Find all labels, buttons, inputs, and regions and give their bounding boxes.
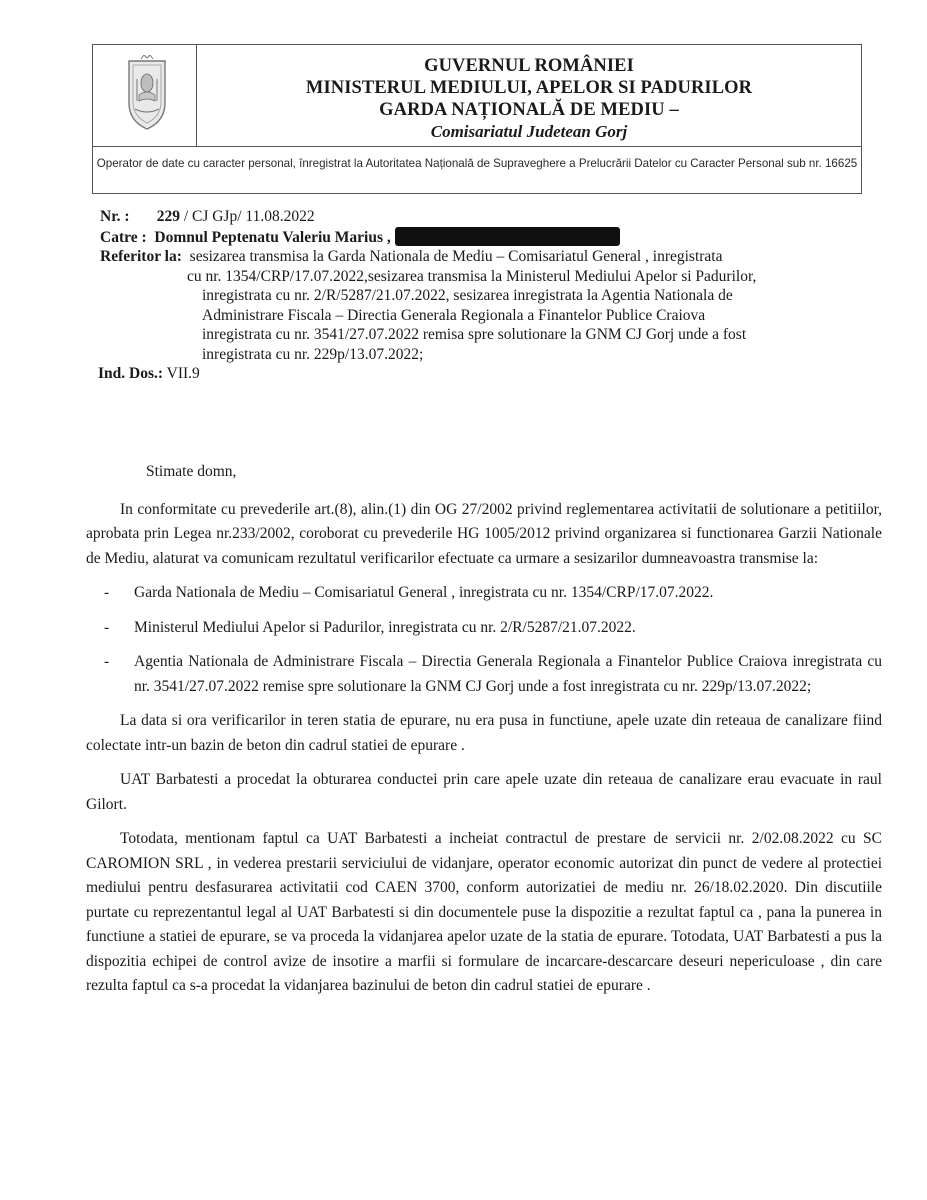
nr-suffix: / CJ GJp/ 11.08.2022 — [179, 208, 315, 225]
ind-dos-label: Ind. Dos.: — [98, 365, 164, 382]
recipient-name: Domnul Peptenatu Valeriu Marius , — [154, 228, 391, 246]
list-item-text: Ministerul Mediului Apelor si Padurilor, inregistrata cu nr. 2/R/5287/21.07.2022. — [134, 618, 636, 636]
agency-name: GARDA NAȚIONALĂ DE MEDIU – — [379, 100, 679, 120]
paragraph-inspection-findings: La data si ora verificarilor in teren statia de epurare, nu era pusa in functiune, apele uzate din reteaua de canalizare fiind colectate intr-un bazin de beton din cadrul statiei de epurare . — [86, 712, 882, 754]
bullet-dash: - — [104, 653, 110, 670]
referitor-line: Administrare Fiscala – Directia Generala Regionala a Finantelor Publice Craiova — [202, 306, 706, 324]
referitor-row — [100, 247, 880, 267]
file-index-row — [98, 364, 880, 384]
list-item-text: Garda Nationala de Mediu – Comisariatul General , inregistrata cu nr. 1354/CRP/17.07.2022. — [134, 584, 714, 601]
county-coat-of-arms-icon — [125, 55, 169, 135]
reference-block — [100, 207, 880, 384]
ministry-name: MINISTERUL MEDIULUI, APELOR SI PADURILOR — [305, 78, 753, 98]
government-name: GUVERNUL ROMÂNIEI — [424, 56, 634, 76]
salutation: Stimate domn, — [146, 463, 237, 480]
letter-body — [86, 460, 882, 1009]
list-item — [86, 650, 882, 699]
list-item — [86, 581, 882, 606]
referitor-line: sesizarea transmisa la Garda Nationala de Mediu – Comisariatul General , inregistrata — [189, 248, 723, 265]
referitor-line: inregistrata cu nr. 229p/13.07.2022; — [202, 345, 424, 363]
list-item — [86, 616, 882, 641]
paragraph-pipe-blocking: UAT Barbatesti a procedat la obturarea conductei prin care apele uzate din reteaua de canalizare erau evacuate in raul Gilort. — [86, 771, 882, 813]
referitor-label: Referitor la: — [100, 248, 182, 265]
paragraph-legal-basis: In conformitate cu prevederile art.(8), alin.(1) din OG 27/2002 privind reglementarea activitatii de solutionare a petitiilor, aprobata prin Legea nr.233/2002, coroborat cu prevederile HG 1005/2012 privind organizarea si functionarea Garzii Nationale de Mediu, alaturat va comunicam rezultatul verificarilor efectuate ca urmare a sesizarilor dumneavoastra transmise la: — [86, 500, 882, 567]
paragraph-contract-details: Totodata, mentionam faptul ca UAT Barbatesti a incheiat contractul de prestare de servicii nr. 2/02.08.2022 cu SC CAROMION SRL , in vederea prestarii serviciului de vidanjare, operator economic autorizat din punct de vedere al protectiei mediului pentru desfasurarea activitatii cod CAEN 3700, conform autorizatiei de mediu nr. 26/18.02.2020. Din discutiile purtate cu reprezentantul legal al UAT Barbatesti si din documentele puse la dispozitie a rezultat faptul ca , pana la punerea in functiune a statiei de epurare, se va proceda la vidanjarea apelor uzate de la statia de epurare. Totodata, UAT Barbatesti a pus la dispozitia echipei de control avize de insotire a marfii si formulare de incarcare-descarcare deseuri nepericuloase , din care rezulta faptul ca s-a procedat la vidanjarea bazinului de beton din cadrul statiei de epurare . — [86, 830, 882, 994]
letterhead-top — [93, 45, 861, 147]
commissariat-name: Comisariatul Judetean Gorj — [430, 122, 628, 141]
referitor-line: inregistrata cu nr. 2/R/5287/21.07.2022, sesizarea inregistrata la Agentia Nationala de — [202, 287, 733, 304]
nr-value: 229 — [156, 208, 180, 225]
referitor-line: inregistrata cu nr. 3541/27.07.2022 remisa spre solutionare la GNM CJ Gorj unde a fost — [202, 326, 747, 343]
bullet-dash: - — [104, 618, 110, 636]
complaint-list — [86, 581, 882, 699]
registration-number-row — [100, 207, 880, 227]
emblem-cell — [93, 45, 197, 147]
letterhead — [92, 44, 862, 194]
redacted-address — [395, 227, 620, 246]
ind-dos-value: VII.9 — [163, 365, 200, 382]
referitor-line: cu nr. 1354/CRP/17.07.2022,sesizarea transmisa la Ministerul Mediului Apelor si Padurilor, — [187, 267, 757, 285]
list-item-text: Agentia Nationala de Administrare Fiscala – Directia Generala Regionala a Finantelor Publice Craiova inregistrata cu nr. 3541/27.07.2022 remise spre solutionare la GNM CJ Gorj unde a fost inregistrata cu nr. 229p/13.07.2022; — [134, 653, 882, 695]
nr-label: Nr. : — [100, 208, 130, 225]
data-operator-note: Operator de date cu caracter personal, înregistrat la Autoritatea Națională de Supraveghere a Prelucrării Datelor cu Caracter Personal sub nr. 16625 — [96, 157, 858, 170]
recipient-row — [100, 227, 880, 248]
bullet-dash: - — [104, 584, 110, 601]
catre-label: Catre : — [100, 228, 147, 246]
institution-title — [197, 55, 861, 143]
